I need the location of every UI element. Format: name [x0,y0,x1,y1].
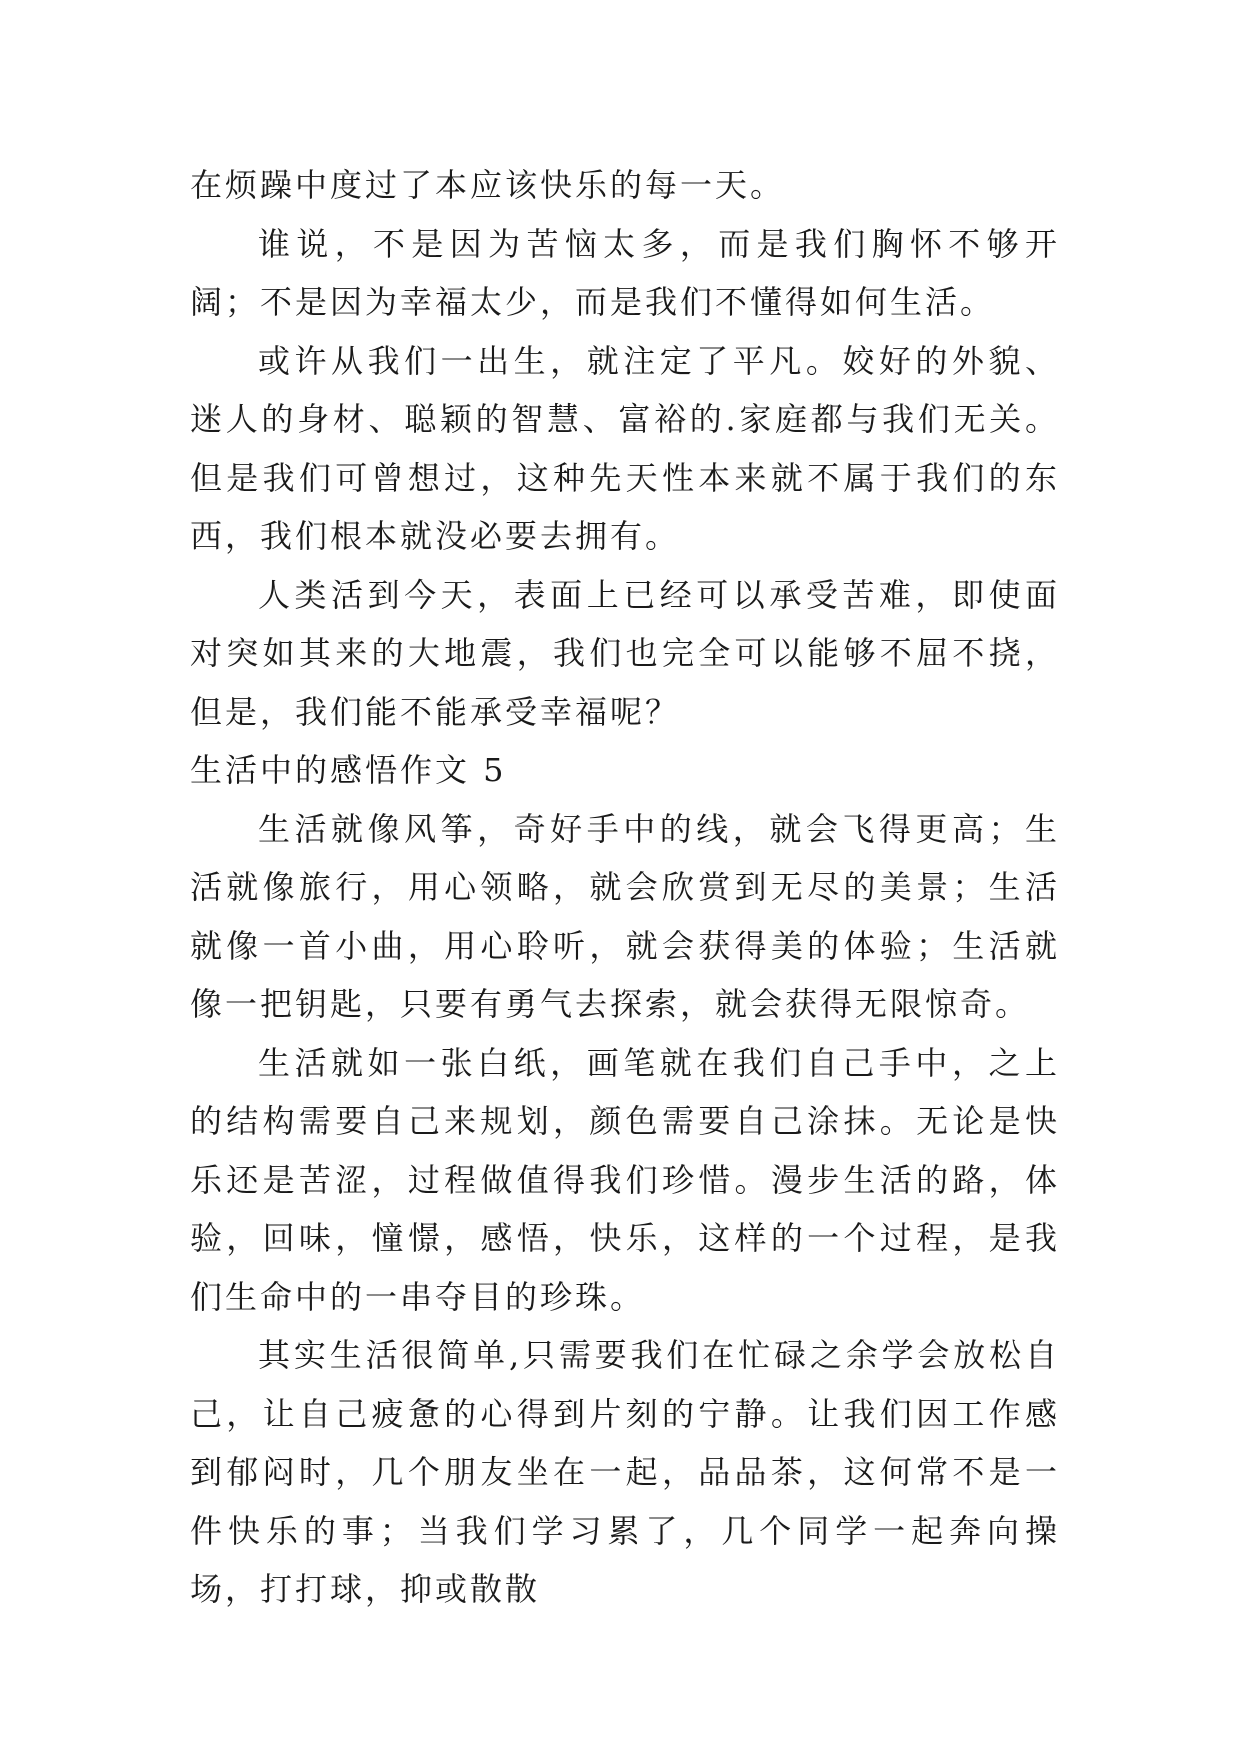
paragraph: 生活就像风筝，奇好手中的线，就会飞得更高；生活就像旅行，用心领略，就会欣赏到无尽的美景；生活就像一首小曲，用心聆听，就会获得美的体验；生活就像一把钥匙，只要有勇气去探索，就会获得无限惊奇。 [190,809,1060,1023]
paragraph: 生活就如一张白纸，画笔就在我们自己手中，之上的结构需要自己来规划，颜色需要自己涂抹。无论是快乐还是苦涩，过程做值得我们珍惜。漫步生活的路，体验，回味，憧憬，感悟，快乐，这样的一个过程，是我们生命中的一串夺目的珍珠。 [190,1043,1060,1316]
paragraph: 谁说，不是因为苦恼太多，而是我们胸怀不够开阔；不是因为幸福太少，而是我们不懂得如何生活。 [190,224,1060,321]
paragraph: 其实生活很简单,只需要我们在忙碌之余学会放松自己，让自己疲惫的心得到片刻的宁静。让我们因工作感到郁闷时，几个朋友坐在一起，品品茶，这何常不是一件快乐的事；当我们学习累了，几个同学一起奔向操场，打打球，抑或散散 [190,1336,1060,1608]
paragraph: 在烦躁中度过了本应该快乐的每一天。 [190,166,786,204]
document-body [190,156,1060,1619]
paragraph: 或许从我们一出生，就注定了平凡。姣好的外貌、迷人的身材、聪颖的智慧、富裕的.家庭都与我们无关。但是我们可曾想过，这种先天性本来就不属于我们的东西，我们根本就没必要去拥有。 [190,341,1060,555]
paragraph: 人类活到今天，表面上已经可以承受苦难，即使面对突如其来的大地震，我们也完全可以能够不屈不挠，但是，我们能不能承受幸福呢？ [190,575,1060,731]
section-title: 生活中的感悟作文 5 [190,751,507,789]
